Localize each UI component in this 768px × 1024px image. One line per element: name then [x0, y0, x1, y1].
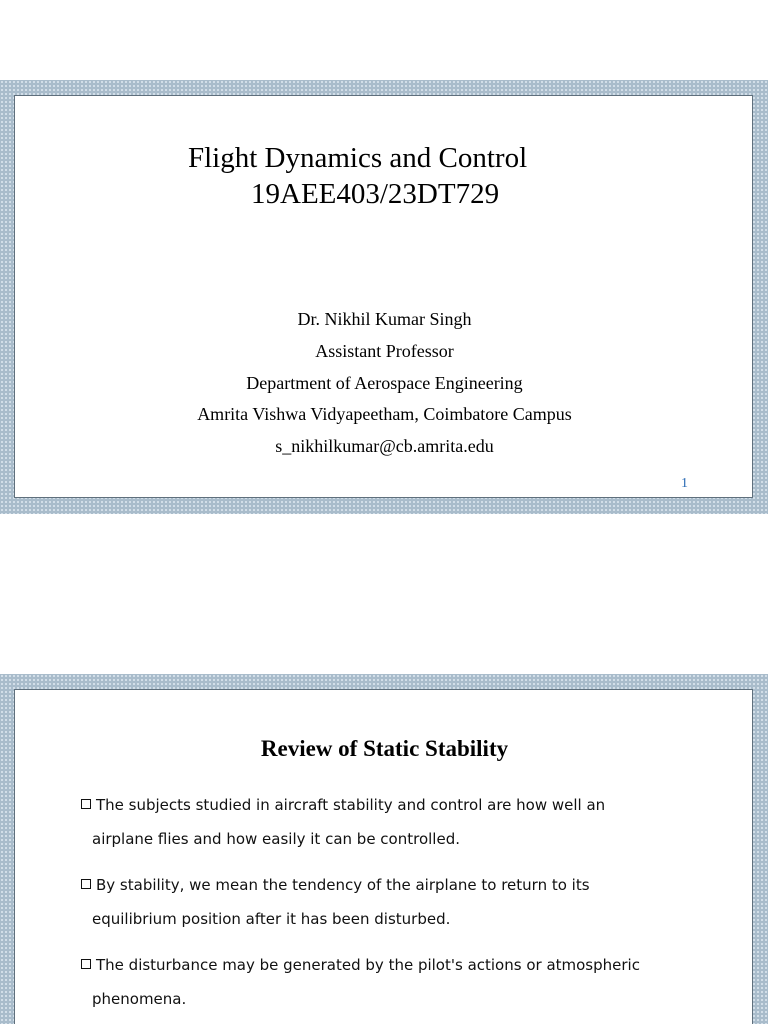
slide-1	[0, 80, 768, 514]
slide-2	[0, 674, 768, 1024]
slide-1-content	[14, 95, 753, 498]
page-number: 1	[681, 476, 688, 491]
bullet-text-continuation: equilibrium position after it has been disturbed.	[92, 910, 451, 928]
slide-title-line-2: 19AEE403/23DT729	[251, 178, 500, 210]
bullet-text-line: By stability, we mean the tendency of the airplane to return to its	[96, 876, 590, 894]
checkbox-bullet-icon	[81, 879, 91, 889]
bullet-text-continuation: airplane flies and how easily it can be controlled.	[92, 830, 460, 848]
author-email: s_nikhilkumar@cb.amrita.edu	[275, 436, 494, 456]
author-department: Department of Aerospace Engineering	[246, 373, 523, 393]
author-name: Dr. Nikhil Kumar Singh	[297, 309, 472, 329]
author-position: Assistant Professor	[315, 341, 454, 361]
bullet-item-3	[81, 948, 681, 1016]
checkbox-bullet-icon	[81, 959, 91, 969]
bullet-item-2	[81, 868, 681, 936]
checkbox-bullet-icon	[81, 799, 91, 809]
bullet-text-continuation: phenomena.	[92, 990, 187, 1008]
slide-title-line-1: Flight Dynamics and Control	[188, 142, 528, 174]
bullet-item-1	[81, 788, 681, 856]
bullet-text-line: The subjects studied in aircraft stability and control are how well an	[96, 796, 606, 814]
slide-2-content	[14, 689, 753, 1024]
slide-heading: Review of Static Stability	[260, 736, 509, 761]
bullet-text-line: The disturbance may be generated by the pilot's actions or atmospheric	[96, 956, 640, 974]
author-institution: Amrita Vishwa Vidyapeetham, Coimbatore Campus	[197, 404, 572, 424]
